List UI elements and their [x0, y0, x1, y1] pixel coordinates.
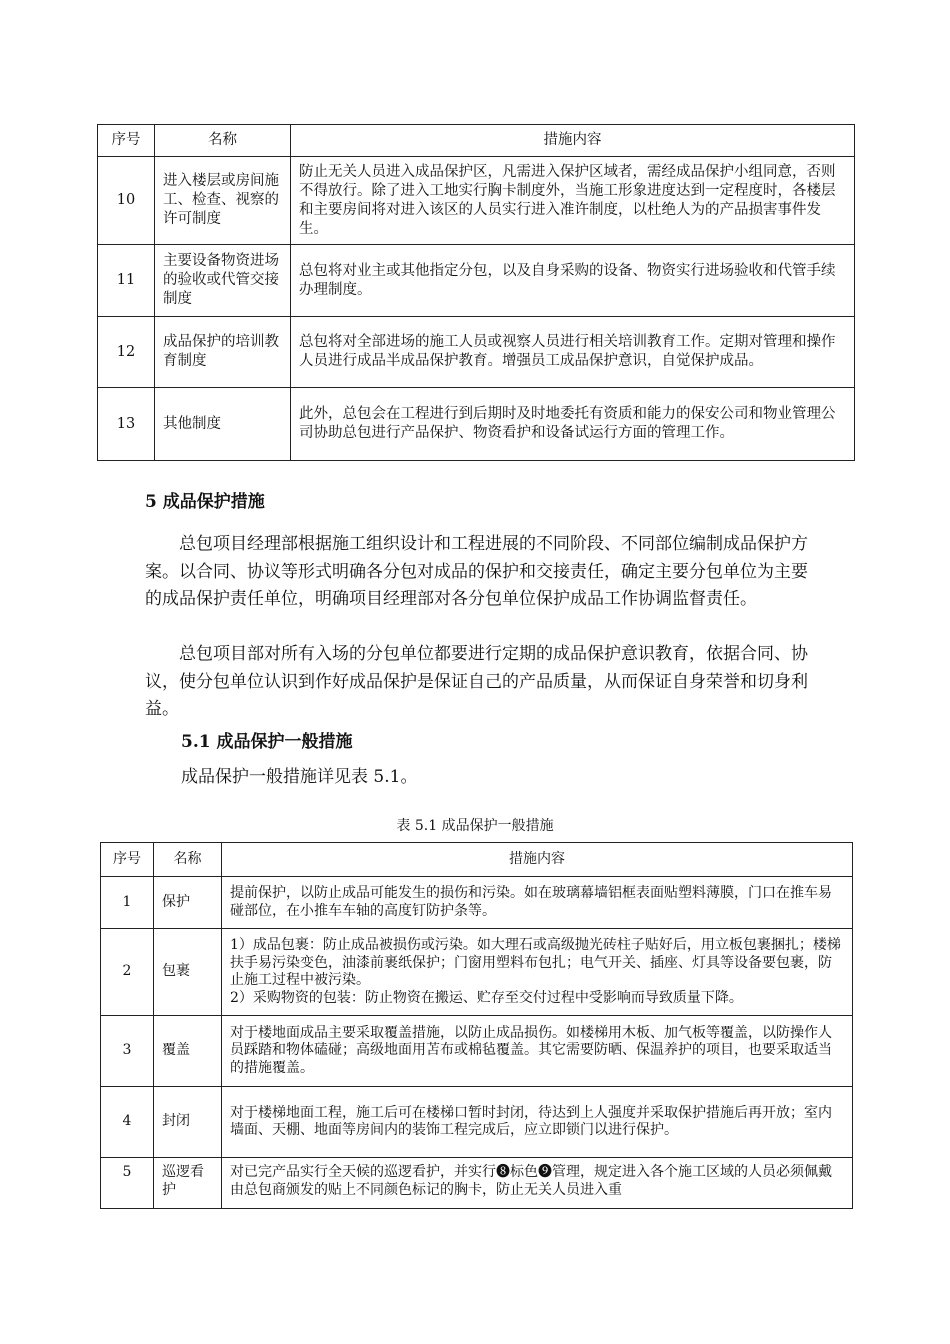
row-no: 12: [98, 317, 155, 388]
row-content: 对已完产品实行全天候的巡逻看护，并实行❽标色❾管理，规定进入各个施工区域的人员必须佩戴由总包商颁发的贴上不同颜色标记的胸卡，防止无关人员进入重: [222, 1158, 853, 1209]
table-row: [98, 157, 855, 245]
row-no: 2: [101, 929, 154, 1016]
row-no: 5: [101, 1158, 154, 1209]
row-no: 11: [98, 245, 155, 317]
row-content: 总包将对业主或其他指定分包，以及自身采购的设备、物资实行进场验收和代管手续办理制度。: [291, 245, 855, 317]
table-row: [98, 317, 855, 388]
row-no: 4: [101, 1087, 154, 1158]
general-measures-table: [100, 842, 853, 1209]
row-name: 保护: [154, 877, 222, 929]
row-content-part-1: 1）成品包裹：防止成品被损伤或污染。如大理石或高级抛光砖柱子贴好后，用立板包裹捆扎；楼梯扶手易污染变色，油漆前裹纸保护；门窗用塑料布包扎；电气开关、插座、灯具等设备要包裹，防止施工过程中被污染。: [230, 937, 841, 988]
table-row: [98, 245, 855, 317]
row-content: 对于楼梯地面工程，施工后可在楼梯口暂时封闭，待达到上人强度并采取保护措施后再开放；室内墙面、天棚、地面等房间内的装饰工程完成后，应立即锁门以进行保护。: [222, 1087, 853, 1158]
header-content: 措施内容: [222, 843, 853, 877]
header-no: 序号: [101, 843, 154, 877]
institution-table: [97, 124, 855, 461]
row-content: [222, 929, 853, 1016]
row-name: 封闭: [154, 1087, 222, 1158]
row-name: 包裹: [154, 929, 222, 1016]
section-heading-5-1: 5.1 成品保护一般措施: [181, 732, 353, 752]
row-content: 防止无关人员进入成品保护区，凡需进入保护区域者，需经成品保护小组同意，否则不得放行。除了进入工地实行胸卡制度外，当施工形象进度达到一定程度时，各楼层和主要房间将对进入该区的人员实行进入准许制度，以杜绝人为的产品损害事件发生。: [291, 157, 855, 245]
table-header-row: [98, 125, 855, 157]
table-row: [101, 877, 853, 929]
row-name: 成品保护的培训教育制度: [155, 317, 291, 388]
table-caption: 表 5.1 成品保护一般措施: [396, 818, 554, 834]
header-name: 名称: [154, 843, 222, 877]
section-heading-5: 5 成品保护措施: [145, 492, 265, 512]
section5-paragraph-1: 总包项目经理部根据施工组织设计和工程进展的不同阶段、不同部位编制成品保护方案。以合同、协议等形式明确各分包对成品的保护和交接责任，确定主要分包单位为主要的成品保护责任单位，明确项目经理部对各分包单位保护成品工作协调监督责任。: [145, 534, 808, 609]
row-content: 提前保护，以防止成品可能发生的损伤和污染。如在玻璃幕墙铝框表面贴塑料薄膜，门口在推车易碰部位，在小推车车轴的高度钉防护条等。: [222, 877, 853, 929]
row-no: 10: [98, 157, 155, 245]
table-row: [101, 929, 853, 1016]
row-no: 1: [101, 877, 154, 929]
table-row: [101, 1158, 853, 1209]
row-no: 3: [101, 1016, 154, 1087]
table-row: [101, 1087, 853, 1158]
row-content: 此外，总包会在工程进行到后期时及时地委托有资质和能力的保安公司和物业管理公司协助总包进行产品保护、物资看护和设备试运行方面的管理工作。: [291, 388, 855, 461]
row-content: 对于楼地面成品主要采取覆盖措施，以防止成品损伤。如楼梯用木板、加气板等覆盖，以防操作人员踩踏和物体磕碰；高级地面用苫布或棉毡覆盖。其它需要防晒、保温养护的项目，也要采取适当的措施覆盖。: [222, 1016, 853, 1087]
header-content: 措施内容: [291, 125, 855, 157]
header-no: 序号: [98, 125, 155, 157]
section51-intro: 成品保护一般措施详见表 5.1。: [181, 767, 418, 787]
row-content: 总包将对全部进场的施工人员或视察人员进行相关培训教育工作。定期对管理和操作人员进行成品半成品保护教育。增强员工成品保护意识，自觉保护成品。: [291, 317, 855, 388]
row-name: 主要设备物资进场的验收或代管交接制度: [155, 245, 291, 317]
row-name: 覆盖: [154, 1016, 222, 1087]
table-row: [98, 388, 855, 461]
row-name: 进入楼层或房间施工、检查、视察的许可制度: [155, 157, 291, 245]
row-name: 巡逻看护: [154, 1158, 222, 1209]
table-row: [101, 1016, 853, 1087]
row-content-part-2: 2）采购物资的包装：防止物资在搬运、贮存至交付过程中受影响而导致质量下降。: [230, 989, 743, 1006]
section5-paragraph-2: 总包项目部对所有入场的分包单位都要进行定期的成品保护意识教育，依据合同、协议，使分包单位认识到作好成品保护是保证自己的产品质量，从而保证自身荣誉和切身利益。: [145, 644, 808, 719]
table-header-row: [101, 843, 853, 877]
row-name: 其他制度: [155, 388, 291, 461]
row-no: 13: [98, 388, 155, 461]
header-name: 名称: [155, 125, 291, 157]
